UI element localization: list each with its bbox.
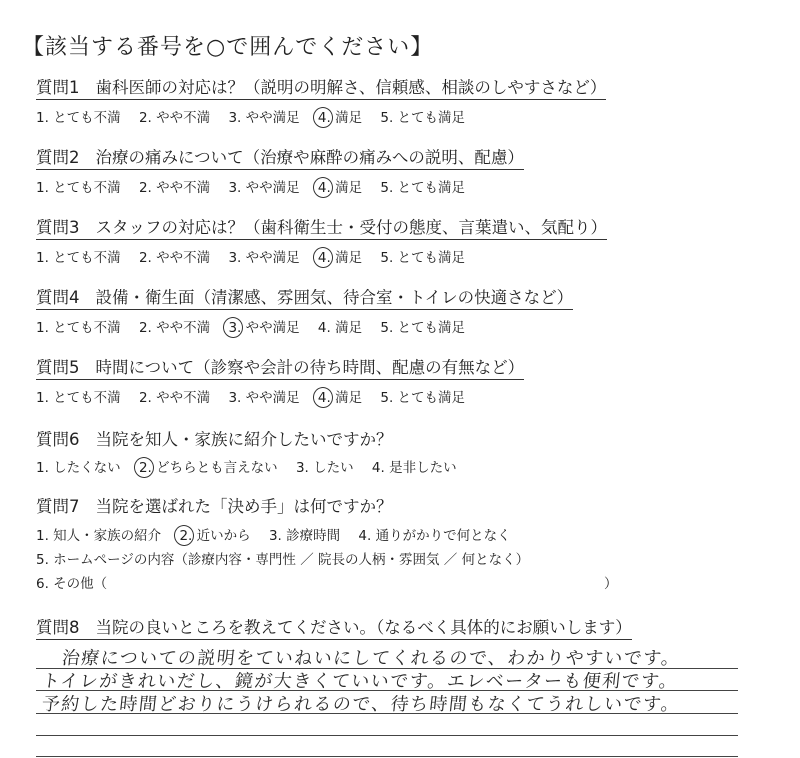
option[interactable]: 1. とても不満 bbox=[36, 110, 121, 126]
handwritten-line-2: トイレがきれいだし、鏡が大きくていいです。エレベーターも便利です。 bbox=[40, 671, 680, 692]
option[interactable]: 4. 満足 bbox=[317, 320, 363, 336]
option[interactable]: 5. とても満足 bbox=[380, 250, 466, 266]
option[interactable]: 1. とても不満 bbox=[36, 390, 121, 406]
option[interactable]: 1. したくない bbox=[36, 460, 121, 476]
option-selected[interactable]: 2. 近いから bbox=[179, 528, 251, 544]
option-selected[interactable]: 4. 満足 bbox=[317, 250, 363, 266]
options-q6 bbox=[36, 456, 471, 476]
question-number: 質問2 bbox=[36, 148, 80, 167]
question-text: 当院の良いところを教えてください。（なるべく具体的にお願いします） bbox=[95, 618, 632, 637]
question-text: 歯科医師の対応は？（説明の明解さ、信頼感、相談のしやすさなど） bbox=[95, 78, 607, 97]
options-q5 bbox=[36, 386, 479, 406]
question-number: 質問8 bbox=[36, 618, 80, 637]
question-4 bbox=[36, 288, 573, 310]
question-number: 質問3 bbox=[36, 218, 80, 237]
option[interactable]: 3. したい bbox=[295, 460, 354, 476]
option-other[interactable]: 6. その他（ bbox=[36, 576, 108, 592]
question-text: 治療の痛みについて（治療や麻酔の痛みへの説明、配慮） bbox=[95, 148, 524, 167]
option[interactable]: 5. ホームページの内容（診療内容・専門性 ／ 院長の人柄・雰囲気 ／ 何となく） bbox=[36, 552, 530, 568]
handwritten-line-1: 治療についての説明をていねいにしてくれるので、わかりやすいです。 bbox=[60, 648, 682, 669]
question-1 bbox=[36, 78, 606, 100]
option-selected[interactable]: 3. やや満足 bbox=[228, 320, 300, 336]
question-7 bbox=[36, 497, 393, 518]
option[interactable]: 1. とても不満 bbox=[36, 180, 121, 196]
option-selected[interactable]: 4. 満足 bbox=[317, 180, 363, 196]
option[interactable]: 5. とても満足 bbox=[380, 390, 466, 406]
question-number: 質問4 bbox=[36, 288, 80, 307]
option[interactable]: 2. やや不満 bbox=[138, 250, 211, 266]
option[interactable]: 5. とても満足 bbox=[380, 180, 466, 196]
answer-line bbox=[36, 735, 738, 736]
question-number: 質問7 bbox=[36, 497, 80, 516]
handwritten-line-3: 予約した時間どおりにうけられるので、待ち時間もなくてうれしいです。 bbox=[40, 694, 682, 715]
option-selected[interactable]: 4. 満足 bbox=[317, 390, 363, 406]
options-q7-row3 bbox=[36, 572, 121, 592]
question-text: 設備・衛生面（清潔感、雰囲気、待合室・トイレの快適さなど） bbox=[95, 288, 574, 307]
question-text: 時間について（診察や会計の待ち時間、配慮の有無など） bbox=[95, 358, 525, 377]
question-8 bbox=[36, 618, 632, 640]
question-text: 当院を選ばれた「決め手」は何ですか？ bbox=[95, 497, 393, 516]
question-2 bbox=[36, 148, 524, 170]
option[interactable]: 3. やや満足 bbox=[228, 390, 300, 406]
option[interactable]: 1. 知人・家族の紹介 bbox=[36, 528, 162, 544]
question-3 bbox=[36, 218, 607, 240]
options-q1 bbox=[36, 106, 479, 126]
question-6 bbox=[36, 430, 393, 451]
options-q2 bbox=[36, 176, 479, 196]
options-q7-row1 bbox=[36, 524, 525, 544]
question-text: 当院を知人・家族に紹介したいですか？ bbox=[95, 430, 393, 449]
question-text: スタッフの対応は？（歯科衛生士・受付の態度、言葉遣い、気配り） bbox=[95, 218, 607, 237]
question-number: 質問6 bbox=[36, 430, 80, 449]
option[interactable]: 3. やや満足 bbox=[228, 180, 300, 196]
option[interactable]: 2. やや不満 bbox=[138, 390, 211, 406]
options-q3 bbox=[36, 246, 479, 266]
option[interactable]: 5. とても満足 bbox=[380, 110, 466, 126]
option[interactable]: 3. 診療時間 bbox=[268, 528, 341, 544]
options-q4 bbox=[36, 316, 479, 336]
question-5 bbox=[36, 358, 524, 380]
options-q7-row2 bbox=[36, 548, 543, 568]
question-number: 質問1 bbox=[36, 78, 80, 97]
answer-line bbox=[36, 756, 738, 757]
option[interactable]: 1. とても不満 bbox=[36, 320, 121, 336]
option[interactable]: 4. 通りがかりで何となく bbox=[358, 528, 511, 544]
question-number: 質問5 bbox=[36, 358, 80, 377]
option[interactable]: 2. やや不満 bbox=[138, 180, 211, 196]
close-paren: ） bbox=[604, 576, 618, 592]
option-selected[interactable]: 4. 満足 bbox=[317, 110, 363, 126]
option[interactable]: 4. 是非したい bbox=[371, 460, 457, 476]
option[interactable]: 5. とても満足 bbox=[380, 320, 466, 336]
option[interactable]: 3. やや満足 bbox=[228, 110, 300, 126]
page-heading: 【該当する番号を○で囲んでください】 bbox=[22, 35, 434, 60]
option[interactable]: 2. やや不満 bbox=[138, 320, 211, 336]
option-selected[interactable]: 2. どちらとも言えない bbox=[138, 460, 278, 476]
option[interactable]: 1. とても不満 bbox=[36, 250, 121, 266]
option[interactable]: 3. やや満足 bbox=[228, 250, 300, 266]
option[interactable]: 2. やや不満 bbox=[138, 110, 211, 126]
